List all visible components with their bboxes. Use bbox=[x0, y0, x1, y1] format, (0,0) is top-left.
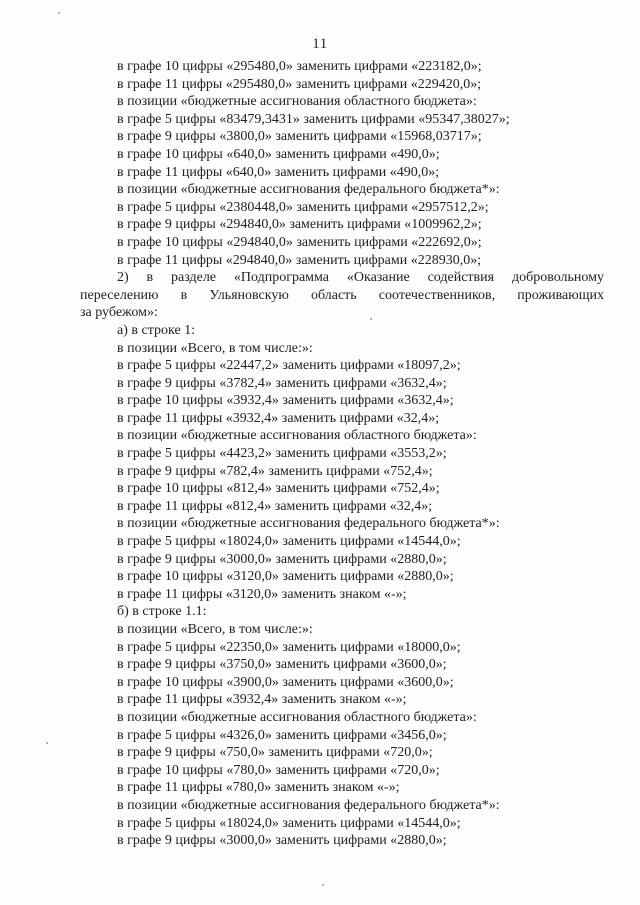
text-line: в графе 5 цифры «2380448,0» заменить цифрами «2957512,2»; bbox=[117, 199, 489, 215]
subsection-line: а) в строке 1: bbox=[117, 322, 196, 338]
scan-speck bbox=[322, 884, 324, 886]
text-line: в графе 5 цифры «22447,2» заменить цифрами «18097,2»; bbox=[117, 358, 461, 374]
text-line: в позиции «Всего, в том числе:»: bbox=[117, 340, 313, 356]
text-line: в графе 9 цифры «3000,0» заменить цифрами «2880,0»; bbox=[117, 833, 447, 849]
text-line: в позиции «бюджетные ассигнования областного бюджета»: bbox=[117, 709, 477, 725]
text-line: в графе 11 цифры «780,0» заменить знаком «-»; bbox=[117, 780, 400, 796]
text-line: в графе 9 цифры «750,0» заменить цифрами «720,0»; bbox=[117, 745, 433, 761]
text-line: в графе 9 цифры «3000,0» заменить цифрами «2880,0»; bbox=[117, 551, 447, 567]
scan-speck bbox=[58, 12, 60, 14]
text-line: в позиции «бюджетные ассигнования федерального бюджета*»: bbox=[117, 797, 500, 813]
text-line: в графе 11 цифры «3932,4» заменить цифрами «32,4»; bbox=[117, 410, 440, 426]
text-line: в графе 10 цифры «780,0» заменить цифрами «720,0»; bbox=[117, 762, 440, 778]
text-line: в графе 11 цифры «640,0» заменить цифрами «490,0»; bbox=[117, 164, 440, 180]
text-line: в графе 5 цифры «83479,3431» заменить цифрами «95347,38027»; bbox=[117, 111, 510, 127]
text-line: в графе 11 цифры «812,4» заменить цифрами «32,4»; bbox=[117, 498, 433, 514]
section-heading-line: за рубежом»: bbox=[80, 305, 158, 321]
text-line: в графе 10 цифры «3900,0» заменить цифрами «3600,0»; bbox=[117, 674, 454, 690]
section-heading-line: 2) в разделе «Подпрограмма «Оказание содействия добровольному bbox=[117, 270, 604, 286]
text-line: в графе 9 цифры «3782,4» заменить цифрами «3632,4»; bbox=[117, 375, 447, 391]
text-line: в графе 5 цифры «4423,2» заменить цифрами «3553,2»; bbox=[117, 446, 447, 462]
text-line: в графе 10 цифры «3932,4» заменить цифрами «3632,4»; bbox=[117, 393, 454, 409]
scan-speck bbox=[46, 742, 48, 744]
text-line: в позиции «Всего, в том числе:»: bbox=[117, 622, 313, 637]
text-line: в графе 10 цифры «294840,0» заменить цифрами «222692,0»; bbox=[117, 234, 482, 250]
text-line: в графе 5 цифры «4326,0» заменить цифрами «3456,0»; bbox=[117, 727, 447, 743]
text-line: в позиции «бюджетные ассигнования областного бюджета»: bbox=[117, 94, 477, 110]
subsection-line: б) в строке 1.1: bbox=[117, 604, 207, 620]
text-line: в графе 9 цифры «294840,0» заменить цифрами «1009962,2»; bbox=[117, 217, 482, 233]
text-line: в графе 9 цифры «782,4» заменить цифрами «752,4»; bbox=[117, 463, 433, 479]
text-line: в графе 11 цифры «3932,4» заменить знаком «-»; bbox=[117, 692, 407, 708]
text-line: в графе 11 цифры «3120,0» заменить знаком «-»; bbox=[117, 586, 407, 602]
text-line: в графе 11 цифры «295480,0» заменить цифрами «229420,0»; bbox=[117, 76, 482, 92]
document-body bbox=[80, 58, 604, 850]
scan-speck bbox=[370, 318, 372, 320]
text-line: в графе 10 цифры «812,4» заменить цифрами «752,4»; bbox=[117, 481, 440, 497]
text-line: в графе 9 цифры «3800,0» заменить цифрами «15968,03717»; bbox=[117, 129, 482, 145]
text-line: в графе 10 цифры «640,0» заменить цифрами «490,0»; bbox=[117, 146, 440, 162]
text-line: в графе 5 цифры «22350,0» заменить цифрами «18000,0»; bbox=[117, 639, 461, 655]
text-line: в графе 9 цифры «3750,0» заменить цифрами «3600,0»; bbox=[117, 657, 447, 673]
section-heading-line: переселению в Ульяновскую область соотечественников, проживающих bbox=[80, 287, 604, 303]
text-line: в позиции «бюджетные ассигнования областного бюджета»: bbox=[117, 428, 477, 444]
text-line: в позиции «бюджетные ассигнования федерального бюджета*»: bbox=[117, 516, 500, 532]
text-line: в графе 5 цифры «18024,0» заменить цифрами «14544,0»; bbox=[117, 815, 461, 831]
text-line: в графе 10 цифры «3120,0» заменить цифрами «2880,0»; bbox=[117, 569, 454, 585]
page-number: 11 bbox=[312, 36, 328, 52]
text-line: в графе 11 цифры «294840,0» заменить цифрами «228930,0»; bbox=[117, 252, 482, 268]
text-line: в позиции «бюджетные ассигнования федерального бюджета*»: bbox=[117, 182, 500, 198]
text-line: в графе 5 цифры «18024,0» заменить цифрами «14544,0»; bbox=[117, 534, 461, 550]
text-line: в графе 10 цифры «295480,0» заменить цифрами «223182,0»; bbox=[117, 59, 482, 74]
